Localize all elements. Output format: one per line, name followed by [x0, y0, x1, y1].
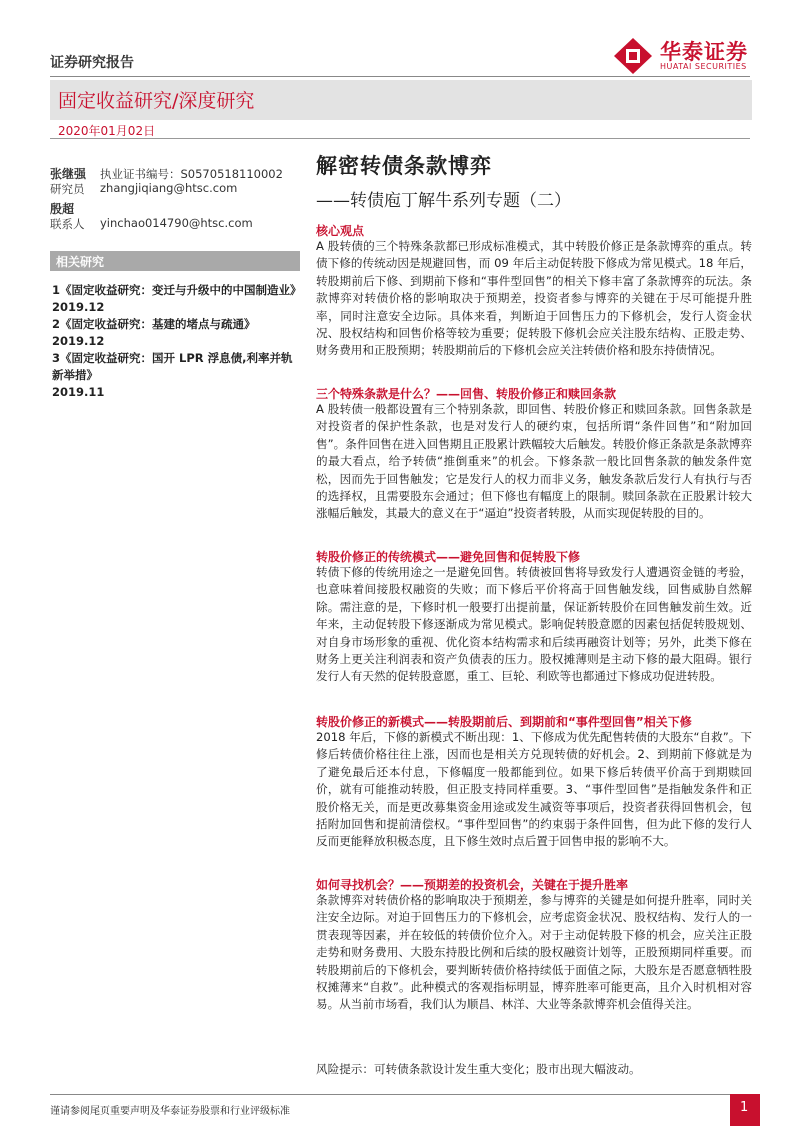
header-divider: [50, 76, 750, 77]
footer-divider: [50, 1094, 750, 1095]
section-body: A 股转债的三个特殊条款都已形成标准模式，其中转股价修正是条款博弈的重点。转债下修的传统动因是规避回售，而 09 年后主动促转股下修成为常见模式。18 年后，转股期前后下修、到期前下修和“事件型回售”的相关下修丰富了条款博弈的玩法。条款博弈对转债价格的影响取决于预期差，投资者参与博弈的关键在于尽可能提升胜率，同时注意安全边际。具体来看，判断迫于回售压力的下修机会，发行人资金状况、股权结构和回售价格等较为重要；促转股下修机会应关注股东结构、正股走势、财务费用和正股预期；转股期前后的下修机会应关注转债价格和股东持债情况。: [316, 239, 752, 358]
report-type: 证券研究报告: [50, 55, 134, 71]
analyst-email[interactable]: zhangjiqiang@htsc.com: [100, 181, 238, 195]
brand-english-name: HUATAI SECURITIES: [660, 62, 747, 71]
band-divider: [50, 138, 750, 139]
section-heading: 转股价修正的传统模式——避免回售和促转股下修: [316, 550, 581, 564]
analyst-role: 研究员: [50, 182, 85, 196]
report-title: 解密转债条款博弈: [316, 154, 492, 178]
section-heading: 如何寻找机会？——预期差的投资机会，关键在于提升胜率: [316, 878, 629, 892]
related-research-heading: 相关研究: [50, 251, 300, 271]
analyst-cert: 执业证书编号：S0570518110002: [100, 167, 283, 181]
section-heading: 三个特殊条款是什么？——回售、转股价修正和赎回条款: [316, 387, 617, 401]
footer-disclaimer: 谨请参阅尾页重要声明及华泰证券股票和行业评级标准: [50, 1106, 290, 1117]
section-body: 2018 年后，下修的新模式不断出现：1、下修成为优先配售转债的大股东“自救”。下修后转债价格往往上涨，因而也是相关方兑现转债的好机会。2、到期前下修就是为了避免最后还本付息，下修幅度一般都能到位。如果下修后转债平价高于到期赎回价，就有可能推动转股，但正股支持同样重要。3、“事件型回售”是指触发条件和正股价格无关，而是更改募集资金用途或发生减资等事项后，投资者获得回售机会，包括附加回售和提前清偿权。“事件型回售”的约束弱于条件回售，但为此下修的发行人反而更能释放积极态度，且下修生效时点后置于回售申报的影响不大。: [316, 730, 752, 849]
huatai-logo-icon: [612, 36, 654, 76]
brand-name: 华泰证券: [660, 40, 748, 64]
section-body: 条款博弈对转债价格的影响取决于预期差，参与博弈的关键是如何提升胜率，同时关注安全边际。对迫于回售压力的下修机会，应考虑资金状况、股权结构、发行人的一贯表现等因素，并在较低的转债价位介入。对于主动促转股下修的机会，应关注正股走势和财务费用、大股东持股比例和后续的股权融资计划等，正股预期同样重要。而转股期前后的下修机会，要判断转债价格持续低于面值之际，大股东是否愿意牺牲股权摊薄来“自救”。此种模式的客观指标明显，博弈胜率可能更高，且介入时机相对容易。从当前市场看，我们认为顺昌、林洋、大业等条款博弈机会值得关注。: [316, 893, 752, 1012]
page-number: 1: [740, 1100, 749, 1115]
related-item[interactable]: 2《固定收益研究：基建的堵点与疏通》 2019.12: [52, 317, 256, 348]
section-body: 转债下修的传统用途之一是避免回售。转债被回售将导致发行人遭遇资金链的考验，也意味着间接股权融资的失败；而下修后平价将高于回售触发线，回售威胁自然解除。需注意的是，下修时机一般要打出提前量，保证新转股价在回售触发前生效。近年来，主动促转股下修逐渐成为常见模式。影响促转股意愿的因素包括促转股规划、对自身市场形象的重视、优化资本结构需求和后续再融资计划等；另外，此类下修在财务上更关注利润表和资产负债表的压力。股权摊薄则是主动下修的最大阻碍。银行发行人有天然的促转股意愿，重工、巨轮、利欧等也都通过下修成功促进转股。: [316, 565, 752, 684]
related-item[interactable]: 3《固定收益研究：国开 LPR 浮息债,利率并轨新举措》 2019.11: [52, 351, 293, 399]
contact-email[interactable]: yinchao014790@htsc.com: [100, 216, 253, 230]
analyst-name: 张继强: [50, 167, 87, 181]
section-body: A 股转债一般都设置有三个特别条款，即回售、转股价修正和赎回条款。回售条款是对投资者的保护性条款，也是对发行人的硬约束，包括所谓“条件回售”和“附加回售”。条件回售在进入回售期且正股累计跌幅较大后触发。转股价修正条款是条款博弈的最大看点，给予转债“推倒重来”的机会。下修条款一般比回售条款的触发条件宽松，因而先于回售触发；它是发行人的权力而非义务，触发条款后发行人有执行与否的选择权，且需要股东会通过；但下修也有幅度上的限制。赎回条款在正股累计较大涨幅后触发，其最大的意义在于“逼迫”投资者转股，从而实现促转股的目的。: [316, 402, 752, 521]
risk-warning: 风险提示：可转债条款设计发生重大变化；股市出现大幅波动。: [316, 1062, 641, 1076]
contact-role: 联系人: [50, 217, 85, 231]
report-date: 2020年01月02日: [58, 124, 156, 138]
section-heading: 核心观点: [316, 224, 365, 238]
report-subtitle: ——转债庖丁解牛系列专题（二）: [316, 191, 571, 211]
contact-name: 殷超: [50, 202, 75, 216]
related-item[interactable]: 1《固定收益研究：变迁与升级中的中国制造业》 2019.12: [52, 283, 302, 314]
report-category: 固定收益研究/深度研究: [58, 90, 255, 112]
section-heading: 转股价修正的新模式——转股期前后、到期前和“事件型回售”相关下修: [316, 715, 692, 729]
